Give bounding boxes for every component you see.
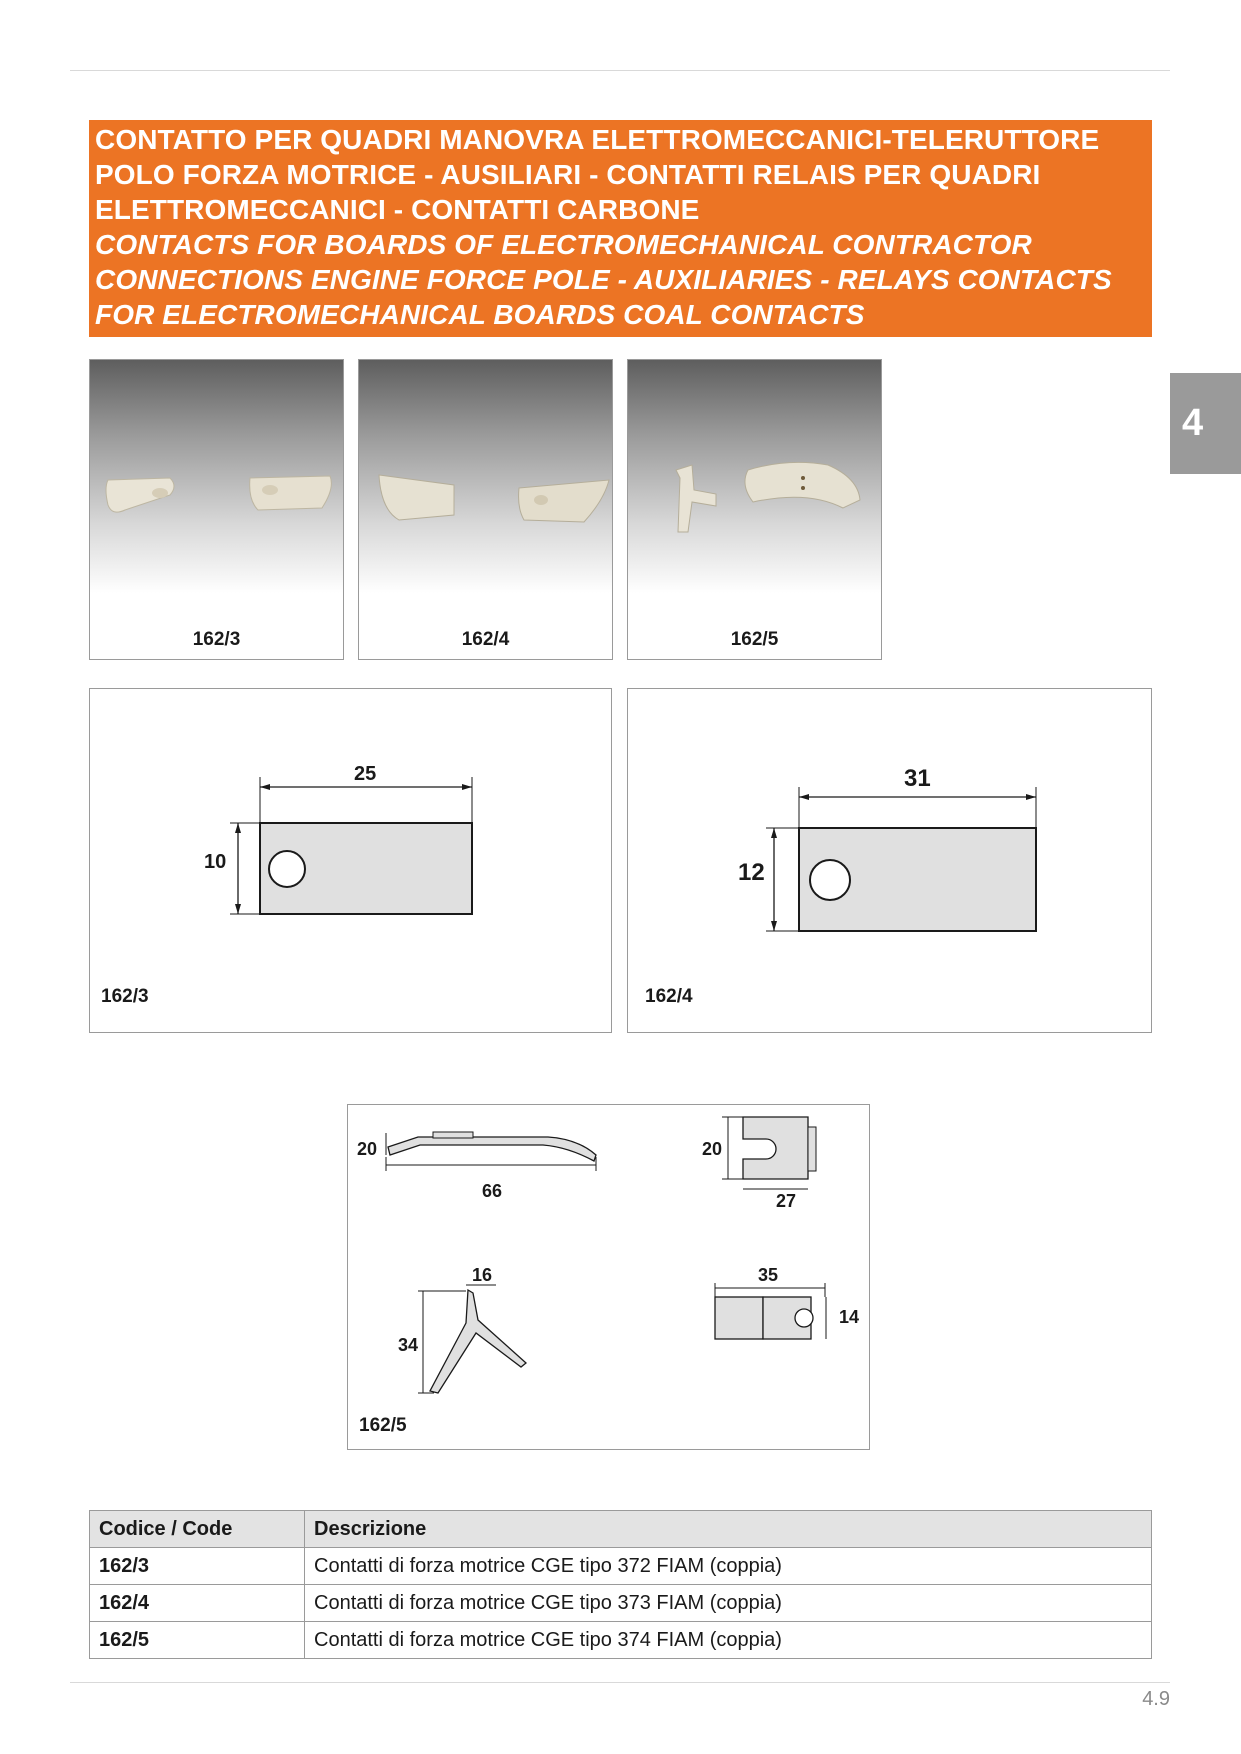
bottom-rule (70, 1682, 1170, 1683)
drawing-code: 162/4 (645, 986, 693, 1007)
multi-view-dimension-drawing (348, 1105, 871, 1451)
photo-162-4 (358, 359, 613, 660)
title-it-line-1: CONTATTO PER QUADRI MANOVRA ELETTROMECCANICI-TELERUTTORE (95, 124, 1100, 155)
page-number: 4.9 (1142, 1688, 1170, 1710)
contact-pair-image (90, 360, 345, 661)
column-header-code: Codice / Code (90, 1511, 305, 1548)
cell-code: 162/3 (90, 1548, 305, 1585)
title-it-line-3: ELETTROMECCANICI - CONTATTI CARBONE (95, 194, 700, 225)
table-row (90, 1548, 1152, 1585)
cell-code: 162/4 (90, 1585, 305, 1622)
dimension-side-height: 20 (357, 1139, 378, 1159)
column-header-description: Descrizione (305, 1511, 1152, 1548)
table-row (90, 1622, 1152, 1659)
dimension-width: 25 (354, 763, 377, 785)
dimension-fork-height: 34 (398, 1335, 419, 1355)
dimension-plate-height: 14 (839, 1307, 860, 1327)
table-header-row (90, 1511, 1152, 1548)
drawing-162-3 (89, 688, 612, 1033)
plate-dimension-drawing (90, 689, 613, 1034)
dimension-front-width: 27 (776, 1191, 797, 1211)
table-row (90, 1585, 1152, 1622)
codes-table (89, 1510, 1152, 1659)
drawing-code: 162/3 (101, 986, 149, 1007)
title-banner (89, 120, 1152, 337)
dimension-height: 12 (738, 859, 765, 886)
photo-caption: 162/5 (730, 629, 779, 650)
photo-caption: 162/4 (461, 629, 510, 650)
photo-caption: 162/3 (192, 629, 241, 650)
cell-code: 162/5 (90, 1622, 305, 1659)
drawing-162-5 (347, 1104, 870, 1450)
title-en-line-2: CONNECTIONS ENGINE FORCE POLE - AUXILIARIES - RELAYS CONTACTS (95, 264, 1112, 295)
top-rule (70, 70, 1170, 71)
drawing-162-4 (627, 688, 1152, 1033)
section-tab (1170, 373, 1241, 474)
dimension-side-length: 66 (482, 1181, 503, 1201)
section-tab-number: 4 (1182, 402, 1204, 444)
contact-pair-image (628, 360, 883, 661)
title-en-line-3: FOR ELECTROMECHANICAL BOARDS COAL CONTACTS (95, 299, 865, 330)
title-it-line-2: POLO FORZA MOTRICE - AUSILIARI - CONTATTI RELAIS PER QUADRI (95, 159, 1041, 190)
photo-162-3 (89, 359, 344, 660)
dimension-fork-width: 16 (472, 1265, 493, 1285)
cell-description: Contatti di forza motrice CGE tipo 373 FIAM (coppia) (305, 1585, 1152, 1622)
dimension-front-height: 20 (702, 1139, 723, 1159)
cell-description: Contatti di forza motrice CGE tipo 374 FIAM (coppia) (305, 1622, 1152, 1659)
photo-162-5 (627, 359, 882, 660)
title-en-line-1: CONTACTS FOR BOARDS OF ELECTROMECHANICAL CONTRACTOR (95, 229, 1032, 260)
dimension-height: 10 (204, 851, 227, 873)
dimension-plate-width: 35 (758, 1265, 779, 1285)
cell-description: Contatti di forza motrice CGE tipo 372 FIAM (coppia) (305, 1548, 1152, 1585)
plate-dimension-drawing (628, 689, 1153, 1034)
contact-pair-image (359, 360, 614, 661)
dimension-width: 31 (904, 765, 931, 792)
drawing-code: 162/5 (359, 1415, 407, 1436)
